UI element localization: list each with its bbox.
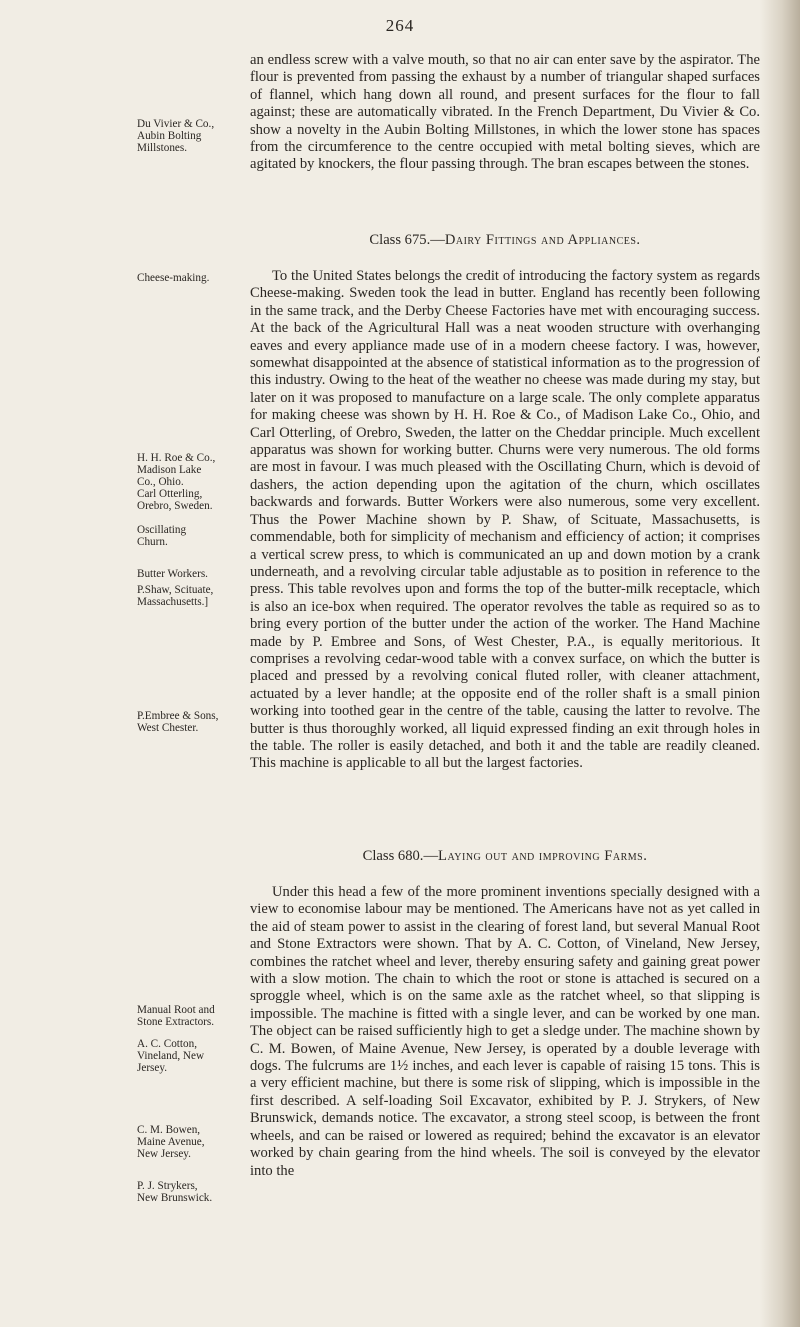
- margin-note-cotton: [137, 1038, 245, 1074]
- margin-note-line: P.Shaw, Scituate,: [137, 584, 214, 596]
- margin-note-line: Millstones.: [137, 142, 188, 154]
- class-675-heading-prefix: Class 675.—: [369, 232, 445, 248]
- margin-note-line: A. C. Cotton,: [137, 1038, 197, 1050]
- margin-note-line: Manual Root and: [137, 1004, 215, 1016]
- margin-note-bowen: [137, 1124, 245, 1160]
- margin-note-line: Butter Workers.: [137, 568, 208, 580]
- margin-note-line: P. J. Strykers,: [137, 1180, 198, 1192]
- margin-note-strykers: [137, 1180, 245, 1204]
- intro-paragraph: an endless screw with a valve mouth, so that no air can enter save by the aspirator. The flour is prevented from passing the exhaust by a number of triangular shaped surfaces of flannel, which hang down all round, and present surfaces for the flour to fall against; these are automatically vibrated. In the French Department, Du Vivier & Co. show a novelty in the Aubin Bolting Millstones, in which the lower stone has spaces from the circumference to the centre occupied with metal bolting sieves, which are agitated by knockers, the flour passing through. The bran escapes between the stones.: [250, 52, 760, 173]
- margin-note-line: New Brunswick.: [137, 1192, 213, 1204]
- margin-note-line: C. M. Bowen,: [137, 1124, 201, 1136]
- margin-note-oscillating-churn: [137, 524, 245, 548]
- margin-note-line: West Chester.: [137, 722, 199, 734]
- margin-note-line: Orebro, Sweden.: [137, 500, 213, 512]
- class-680-heading: [250, 848, 760, 865]
- margin-note-line: Churn.: [137, 536, 168, 548]
- margin-note-line: Du Vivier & Co.,: [137, 118, 215, 130]
- class-675-heading-title: Dairy Fittings and Appliances.: [444, 232, 641, 248]
- margin-note-line: Vineland, New: [137, 1050, 205, 1062]
- intro-paragraph-block: [250, 52, 760, 174]
- margin-note-line: Co., Ohio.: [137, 476, 184, 488]
- page-number: 264: [385, 16, 415, 35]
- class-675-paragraph: To the United States belongs the credit of introducing the factory system as regards Cheese-making. Sweden took the lead in butter. England has recently been following in the same track, and the Derby Cheese Factories have met with encouraging success. At the back of the Agricultural Hall was a neat wooden structure with overhanging eaves and every appliance made use of in a modern cheese factory. I was, however, somewhat disappointed at the absence of statistical information as to the progression of this industry. Owing to the heat of the weather no cheese was made during my stay, but later on it was proposed to manufacture on a large scale. The only complete apparatus for making cheese was shown by H. H. Roe & Co., of Madison Lake Co., Ohio, and Carl Otterling, of Orebro, Sweden, the latter on the Cheddar principle. Much excellent apparatus was shown for working butter. Churns were very numerous. The old forms are most in favour. I was much pleased with the Oscillating Churn, which is devoid of dashers, the action depending upon the agitation of the churn, which oscillates backwards and forwards. Butter Workers were also numerous, some very excellent. Thus the Power Machine shown by P. Shaw, of Scituate, Massachusetts, is commendable, both for simplicity of mechanism and efficiency of action; it comprises a vertical screw press, to which is communicated an up and down motion by a crank underneath, and a revolving circular table adjustable as to position in reference to the press. This table revolves upon and forms the top of the butter-milk receptacle, which is also an ice-box when required. The operator revolves the table as required so as to bring every portion of the butter under the action of the worker. The Hand Machine made by P. Embree and Sons, of West Chester, P.A., is equally meritorious. It comprises a revolving cedar-wood table with a convex surface, on which the butter is placed and pressed by a revolving conical fluted roller, with cleaner attachment, actuated by a lever handle; at the opposite end of the roller shaft is a small pinion working into toothed gear in the centre of the table, causing the latter to revolve. The butter is thus thoroughly worked, all liquid expressed finding an exit through holes in the table. The roller is easily detached, and both it and the table are readily cleaned. This machine is applicable to all but the largest factories.: [250, 268, 760, 772]
- margin-note-line: Massachusetts.]: [137, 596, 209, 608]
- margin-note-line: New Jersey.: [137, 1148, 191, 1160]
- margin-note-du-vivier: [137, 118, 245, 154]
- page-edge-shadow: [760, 0, 800, 1327]
- margin-note-roe-otterling: [137, 452, 245, 512]
- margin-note-line: P.Embree & Sons,: [137, 710, 219, 722]
- margin-note-line: Cheese-making.: [137, 272, 210, 284]
- margin-note-line: Aubin Bolting: [137, 130, 202, 142]
- margin-note-shaw: [137, 584, 245, 608]
- margin-note-line: Madison Lake: [137, 464, 202, 476]
- class-675-heading: [250, 232, 760, 249]
- margin-note-line: Maine Avenue,: [137, 1136, 205, 1148]
- margin-note-line: Oscillating: [137, 524, 187, 536]
- margin-note-line: Carl Otterling,: [137, 488, 203, 500]
- class-680-paragraph-block: [250, 884, 760, 1180]
- margin-note-butter-workers: [137, 568, 245, 580]
- margin-note-line: H. H. Roe & Co.,: [137, 452, 216, 464]
- margin-note-embree: [137, 710, 245, 734]
- margin-note-line: Stone Extractors.: [137, 1016, 215, 1028]
- class-680-paragraph: Under this head a few of the more prominent inventions specially designed with a view to economise labour may be mentioned. The Americans have not as yet called in the aid of steam power to assist in the clearing of forest land, but several Manual Root and Stone Extractors were shown. That by A. C. Cotton, of Vineland, New Jersey, combines the ratchet wheel and lever, thereby ensuring safety and gaining great power with a slow motion. The chain to which the root or stone is attached is secured on a sproggle wheel, which is on the same axle as the ratchet wheel, so that slipping is impossible. The machine is fitted with a single lever, and can be worked by one man. The object can be raised sufficiently high to get a sledge under. The machine shown by C. M. Bowen, of Maine Avenue, New Jersey, is operated by a double leverage with dogs. The fulcrums are 1½ inches, and each lever is capable of raising 15 tons. This is a very efficient machine, but there is some risk of slipping, which is impossible in the first described. A self-loading Soil Excavator, exhibited by P. J. Strykers, of New Brunswick, demands notice. The excavator, a strong steel scoop, is between the front wheels, and can be raised or lowered as required; behind the excavator is an elevator worked by chain gearing from the hind wheels. The soil is conveyed by the elevator into the: [250, 884, 760, 1179]
- margin-note-cheese-making: [137, 272, 245, 284]
- margin-note-line: Jersey.: [137, 1062, 168, 1074]
- class-680-heading-prefix: Class 680.—: [362, 848, 439, 864]
- class-675-paragraph-block: [250, 268, 760, 773]
- margin-note-root-extractors: [137, 1004, 245, 1028]
- class-680-heading-title: Laying out and improving Farms.: [438, 848, 648, 864]
